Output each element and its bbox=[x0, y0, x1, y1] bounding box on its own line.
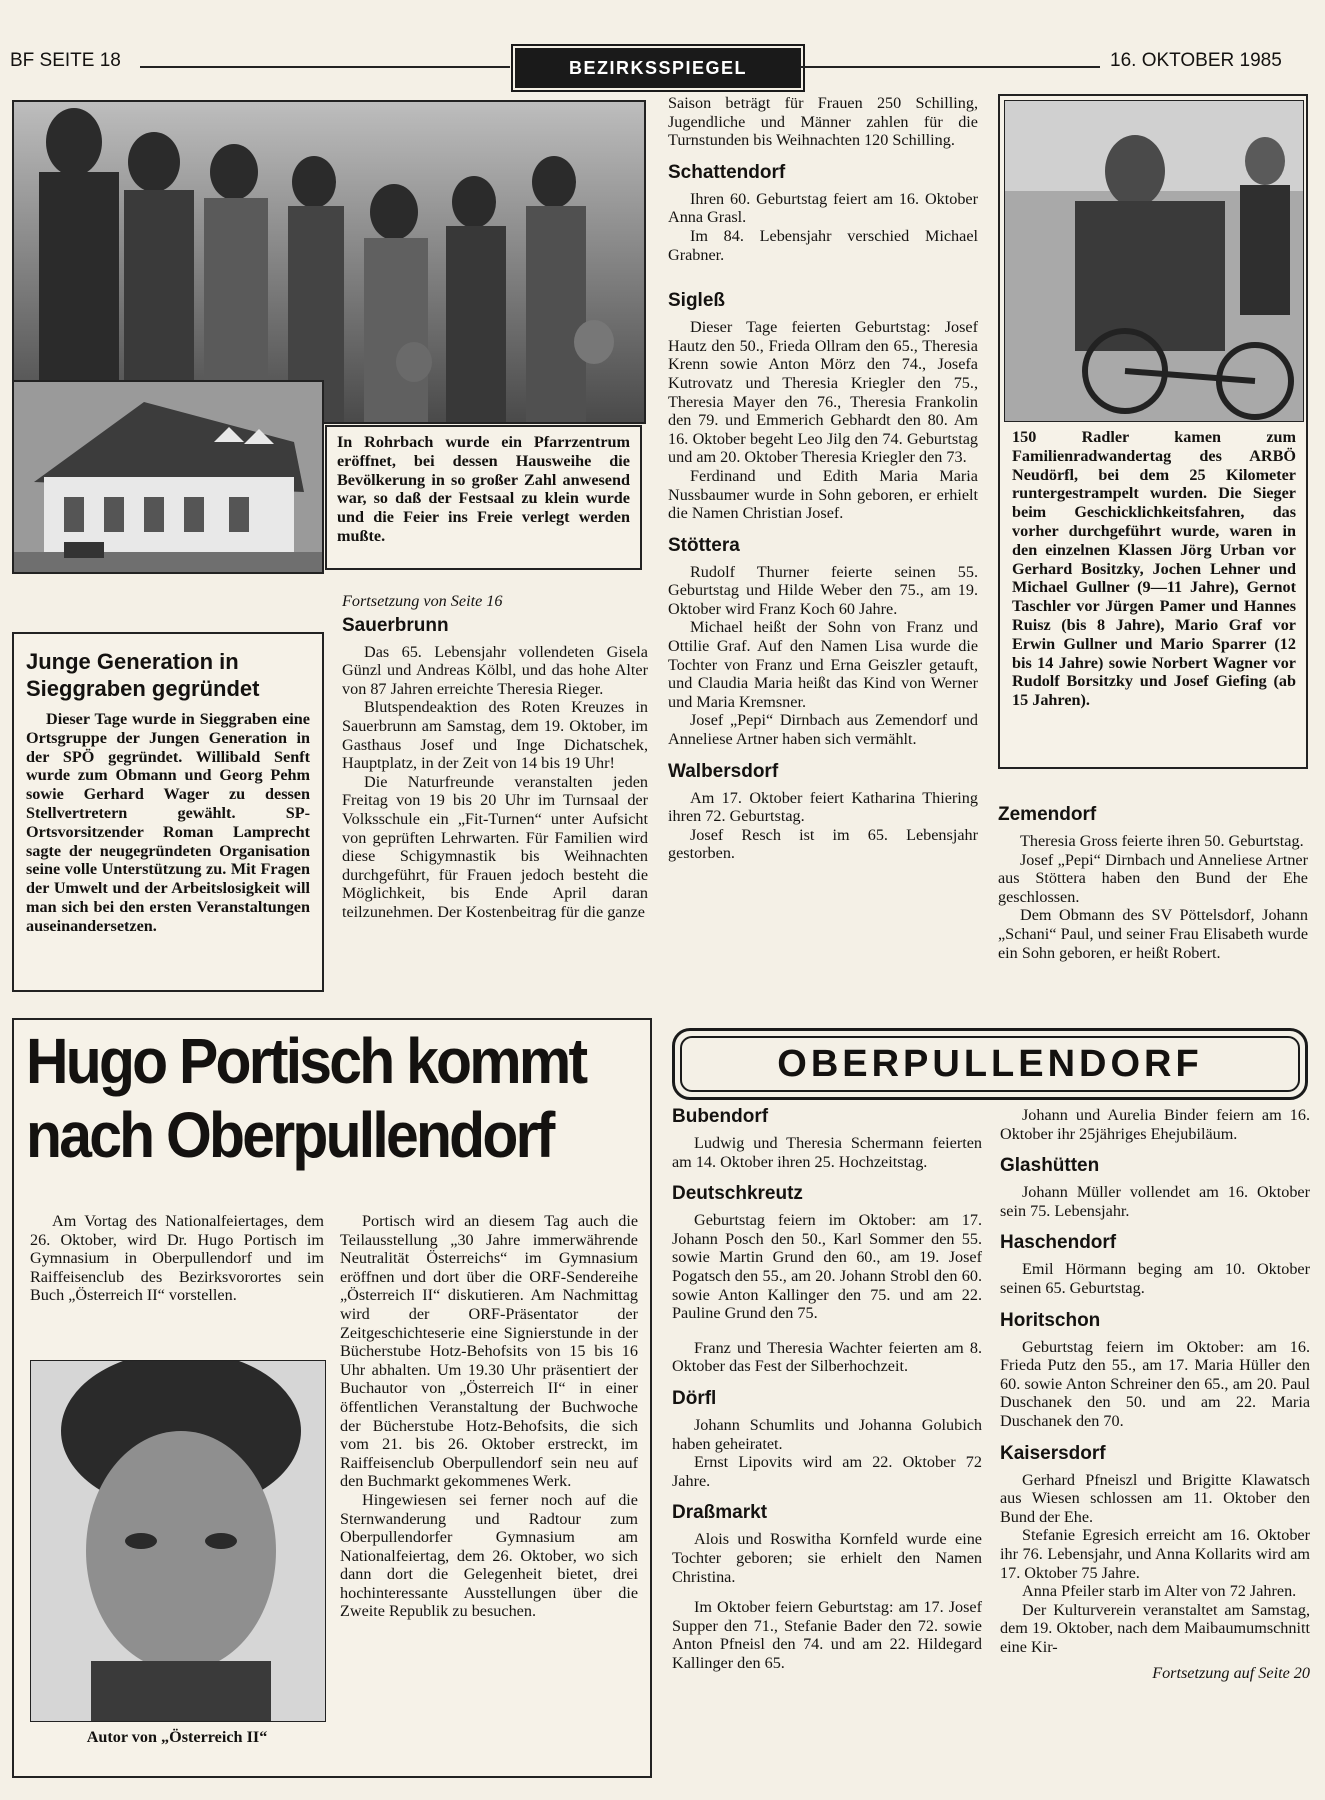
stoettera-paragraph: Michael heißt der Sohn von Franz und Ottilie Graf. Auf den Namen Lisa wurde die Tochter von Franz und Erna Geiszler getauft, und Claudia Maria heißt das Kind von Werner und Maria Kremsner. bbox=[668, 618, 978, 711]
continuation-note: Fortsetzung auf Seite 20 bbox=[1152, 1664, 1310, 1683]
rohrbach-caption-box bbox=[325, 425, 642, 570]
haschendorf-paragraph: Emil Hörmann beging am 10. Oktober seinen 65. Geburtstag. bbox=[1000, 1260, 1310, 1297]
drassmarkt-paragraph: Alois und Roswitha Kornfeld wurde eine Tochter geboren; sie erhielt den Namen Christina. bbox=[672, 1530, 982, 1586]
glashuetten-heading: Glashütten bbox=[1000, 1155, 1100, 1177]
header-rule-right bbox=[800, 66, 1100, 68]
sauerbrunn-heading: Sauerbrunn bbox=[342, 614, 449, 636]
zemendorf-heading: Zemendorf bbox=[998, 804, 1097, 825]
drassmarkt-paragraph: Im Oktober feiern Geburtstag: am 17. Josef Supper den 71., Stefanie Bader den 72. sowie Anton Pfneisl den 74. und am 22. Hildegard Kallinger den 65. bbox=[672, 1598, 982, 1672]
continued-text: Saison beträgt für Frauen 250 Schilling, Jugendliche und Männer zahlen für die Turnstunden bis Weihnachten 120 Schilling. bbox=[668, 94, 978, 150]
walbersdorf-heading: Walbersdorf bbox=[668, 760, 779, 782]
sauerbrunn-column bbox=[342, 592, 648, 922]
issue-date: 16. OKTOBER 1985 bbox=[1110, 50, 1282, 71]
deutschkreutz-paragraph: Geburtstag feiern im Oktober: am 17. Johann Posch den 50., Karl Sommer den 55. sowie Martin Grund den 60., am 19. Josef Pogatsch den 55., am 20. Johann Strobl den 60. sowie Anton Kallinger den 75. und am 22. Pauline Grund den 75. bbox=[672, 1211, 982, 1323]
portisch-paragraph: Portisch wird an diesem Tag auch die Teilausstellung „30 Jahre immerwährende Neutralität Österreichs“ im Gymnasium eröffnen und dort über die ORF-Sendereihe „Österreich II“ diskutieren. Am Nachmittag wird der ORF-Präsentator der Zeitgeschichteserie eine Signierstunde in der Bücherstube Hotz-Behofsits von 15 bis 16 Uhr abhalten. Um 19.30 Uhr präsentiert der Buchautor von „Österreich II“ in einer öffentlichen Veranstaltung der Buchwoche der Bücherstube Hotz-Behofsits, die sich vom 21. bis 26. Oktober erstreckt, im Raiffeisenclub Oberpullendorf sein neu auf den Buchmarkt gekommenes Werk. bbox=[340, 1212, 638, 1491]
walbersdorf-paragraph: Josef Resch ist im 65. Lebensjahr gestorben. bbox=[668, 825, 978, 863]
sigless-paragraph: Ferdinand und Edith Maria Maria Nussbaumer wurde in Sohn geboren, er erhielt die Namen Christian Josef. bbox=[668, 466, 978, 523]
sigless-heading: Sigleß bbox=[668, 290, 726, 312]
drassmarkt-heading: Draßmarkt bbox=[672, 1502, 768, 1524]
bubendorf-heading: Bubendorf bbox=[672, 1106, 769, 1127]
sauerbrunn-paragraph: Blutspendeaktion des Roten Kreuzes in Sauerbrunn am Samstag, dem 19. Oktober, im Gasthaus Josef und Inge Dichatschek, Hauptplatz, in der Zeit von 14 bis 19 Uhr! bbox=[342, 698, 648, 773]
zemendorf-paragraph: Theresia Gross feierte ihren 50. Geburtstag. bbox=[1020, 832, 1304, 850]
deutschkreutz-heading: Deutschkreutz bbox=[672, 1183, 803, 1205]
junge-generation-title: Junge Generation in Sieggraben gegründet bbox=[26, 649, 260, 701]
portisch-photo-caption: Autor von „Österreich II“ bbox=[86, 1728, 268, 1746]
haschendorf-heading: Haschendorf bbox=[1000, 1232, 1117, 1254]
continued-text: Johann und Aurelia Binder feiern am 16. Oktober ihr 25jähriges Ehejubiläum. bbox=[1000, 1106, 1310, 1143]
zemendorf-paragraph: Josef „Pepi“ Dirnbach und Anneliese Artner aus Stöttera haben den Bund der Ehe geschlossen. bbox=[998, 850, 1308, 906]
schattendorf-heading: Schattendorf bbox=[668, 161, 786, 183]
doerfl-heading: Dörfl bbox=[672, 1387, 717, 1409]
glashuetten-paragraph: Johann Müller vollendet am 16. Oktober sein 75. Lebensjahr. bbox=[1000, 1183, 1310, 1220]
junge-generation-body: Dieser Tage wurde in Sieggraben eine Ortsgruppe der Jungen Generation in der SPÖ gegründet. Willibald Senft wurde zum Obmann und Georg Pehm sowie Gerhard Wager zu dessen Stellvertretern gewählt. SP-Ortsvorsitzender Roman Lamprecht sagte der neugegründeten Organisation seine volle Unterstützung zu. Mit Fragen der Umwelt und der Arbeitslosigkeit will man sich bei den ersten Veranstaltungen auseinandersetzen. bbox=[26, 710, 310, 935]
oberpullendorf-title: OBERPULLENDORF bbox=[777, 1042, 1203, 1085]
stoettera-paragraph: Josef „Pepi“ Dirnbach aus Zemendorf und Anneliese Artner haben sich vermählt. bbox=[668, 711, 978, 749]
junge-generation-box bbox=[12, 632, 324, 992]
sauerbrunn-paragraph: Das 65. Lebensjahr vollendeten Gisela Günzl und Andreas Kölbl, und das hohe Alter von 87 Jahren erreichte Theresia Rieger. bbox=[342, 642, 648, 698]
doerfl-paragraph: Ernst Lipovits wird am 22. Oktober 72 Jahre. bbox=[672, 1453, 982, 1490]
oberpullendorf-column-1 bbox=[672, 1106, 982, 1672]
stoettera-paragraph: Rudolf Thurner feierte seinen 55. Geburtstag und Hilde Weber den 75., am 19. Oktober wird Franz Koch 60 Jahre. bbox=[668, 562, 978, 618]
local-news-column bbox=[668, 94, 978, 863]
portisch-paragraph: Hingewiesen sei ferner noch auf die Sternwanderung und Radtour zum Oberpullendorfer Gymnasium am Nationalfeiertag, dem 26. Oktober, wo sich dann dort die Gelegenheit bietet, drei hochinteressante Ausstellungen über die Zweite Republik zu besuchen. bbox=[340, 1490, 638, 1621]
schattendorf-paragraph: Im 84. Lebensjahr verschied Michael Grabner. bbox=[668, 226, 978, 264]
headline-line-2: nach Oberpullendorf bbox=[26, 1099, 553, 1171]
portisch-article bbox=[12, 1018, 652, 1778]
zemendorf-paragraph: Dem Obmann des SV Pöttelsdorf, Johann „Schani“ Paul, und seiner Frau Elisabeth wurde ein Sohn geboren, er heißt Robert. bbox=[998, 906, 1308, 962]
cyclist-photo bbox=[1004, 100, 1304, 422]
doerfl-paragraph: Johann Schumlits und Johanna Golubich haben geheiratet. bbox=[672, 1415, 982, 1453]
portisch-intro bbox=[30, 1212, 324, 1305]
horitschon-paragraph: Geburtstag feiern im Oktober: am 16. Frieda Putz den 55., am 17. Maria Hüller den 60. sowie Anton Schreiner den 65., am 20. Paul Duschanek den 50. und am 22. Maria Duschanek den 70. bbox=[1000, 1337, 1310, 1430]
oberpullendorf-section-header bbox=[672, 1028, 1308, 1108]
kaisersdorf-paragraph: Anna Pfeiler starb im Alter von 72 Jahren. bbox=[1022, 1582, 1297, 1601]
stoettera-heading: Stöttera bbox=[668, 534, 740, 556]
zemendorf-column bbox=[998, 804, 1308, 962]
deutschkreutz-paragraph: Franz und Theresia Wachter feierten am 8. Oktober das Fest der Silberhochzeit. bbox=[672, 1338, 982, 1376]
continuation-note: Fortsetzung von Seite 16 bbox=[342, 592, 503, 610]
sauerbrunn-paragraph: Die Naturfreunde veranstalten jeden Freitag von 19 bis 20 Uhr im Turnsaal der Volksschule ein „Fit-Turnen“ unter Aufsicht von geprüften Lehrwarten. Für Familien wird diese Schigymnastik bis Weihnachten durchgeführt, für Frauen jedoch besteht die Möglichkeit, bis Ende April daran teilzunehmen. Der Kostenbeitrag für die ganze bbox=[342, 772, 648, 921]
kaisersdorf-heading: Kaisersdorf bbox=[1000, 1442, 1106, 1464]
cyclist-box bbox=[998, 94, 1308, 769]
walbersdorf-paragraph: Am 17. Oktober feiert Katharina Thiering ihren 72. Geburtstag. bbox=[668, 788, 978, 826]
kaisersdorf-paragraph: Der Kulturverein veranstaltet am Samstag, dem 19. Oktober, nach dem Maibaumumschnitt eine Kir- bbox=[1000, 1600, 1310, 1656]
page-number: BF SEITE 18 bbox=[10, 50, 121, 71]
schattendorf-paragraph: Ihren 60. Geburtstag feiert am 16. Oktober Anna Grasl. bbox=[668, 189, 978, 227]
crowd-photo bbox=[12, 100, 646, 424]
portisch-intro-text: Am Vortag des Nationalfeiertages, dem 26. Oktober, wird Dr. Hugo Portisch im Gymnasium in Oberpullendorf und im Raiffeisenclub des Bezirksvorortes sein Buch „Österreich II“ vorstellen. bbox=[30, 1212, 324, 1305]
header-rule-left bbox=[140, 66, 510, 68]
portisch-photo bbox=[30, 1360, 326, 1722]
headline-line-1: Hugo Portisch kommt bbox=[26, 1025, 586, 1097]
rohrbach-caption: In Rohrbach wurde ein Pfarrzentrum eröffnet, bei dessen Hausweihe die Bevölkerung in so großer Zahl anwesend war, so daß der Festsaal zu klein wurde und die Feier ins Freie verlegt werden mußte. bbox=[337, 433, 630, 545]
kaisersdorf-paragraph: Gerhard Pfneiszl und Brigitte Klawatsch aus Wiesen schlossen am 11. Oktober den Bund der Ehe. bbox=[1000, 1470, 1310, 1526]
cyclist-caption: 150 Radler kamen zum Familienradwandertag des ARBÖ Neudörfl, bei dem 25 Kilometer runtergestrampelt wurden. Die Sieger beim Geschicklichkeitsfahren, das vorher durchgeführt wurde, waren in den einzelnen Klassen Jörg Urban vor Gerhard Bositzky, Jochen Lehner und Michael Gullner (9—11 Jahre), Gernot Taschler vor Jürgen Pamer und Hannes Ruisz (bis 8 Jahre), Mario Graf vor Erwin Gullner und Mario Sparrer (12 bis 14 Jahre) sowie Norbert Wagner vor Rudolf Borsitzky und Josef Giefing (ab 15 Jahren). bbox=[1012, 428, 1296, 710]
bubendorf-paragraph: Ludwig und Theresia Schermann feierten am 14. Oktober ihren 25. Hochzeitstag. bbox=[672, 1134, 982, 1171]
portisch-body bbox=[340, 1212, 638, 1621]
horitschon-heading: Horitschon bbox=[1000, 1309, 1101, 1331]
sigless-paragraph: Dieser Tage feierten Geburtstag: Josef Hautz den 50., Frieda Ollram den 65., Theresia Krenn sowie Anton Mörz den 74., Josefa Kutrovatz und Theresia Kriegler den 75., Theresia Mayer den 76., Theresia Frankolin den 79. und Emmerich Gebhardt den 80. Am 16. Oktober begeht Leo Jilg den 74. Geburtstag und am 20. Oktober Theresia Kriegler den 73. bbox=[668, 318, 978, 467]
oberpullendorf-column-2 bbox=[1000, 1106, 1310, 1683]
section-frame-inner bbox=[680, 1036, 1300, 1092]
kaisersdorf-paragraph: Stefanie Egresich erreicht am 16. Oktober ihr 76. Lebensjahr, und Anna Kollarits wird am 17. Oktober 75 Jahre. bbox=[1000, 1526, 1310, 1582]
church-photo bbox=[12, 380, 324, 574]
section-badge: BEZIRKSSPIEGEL bbox=[515, 48, 801, 88]
